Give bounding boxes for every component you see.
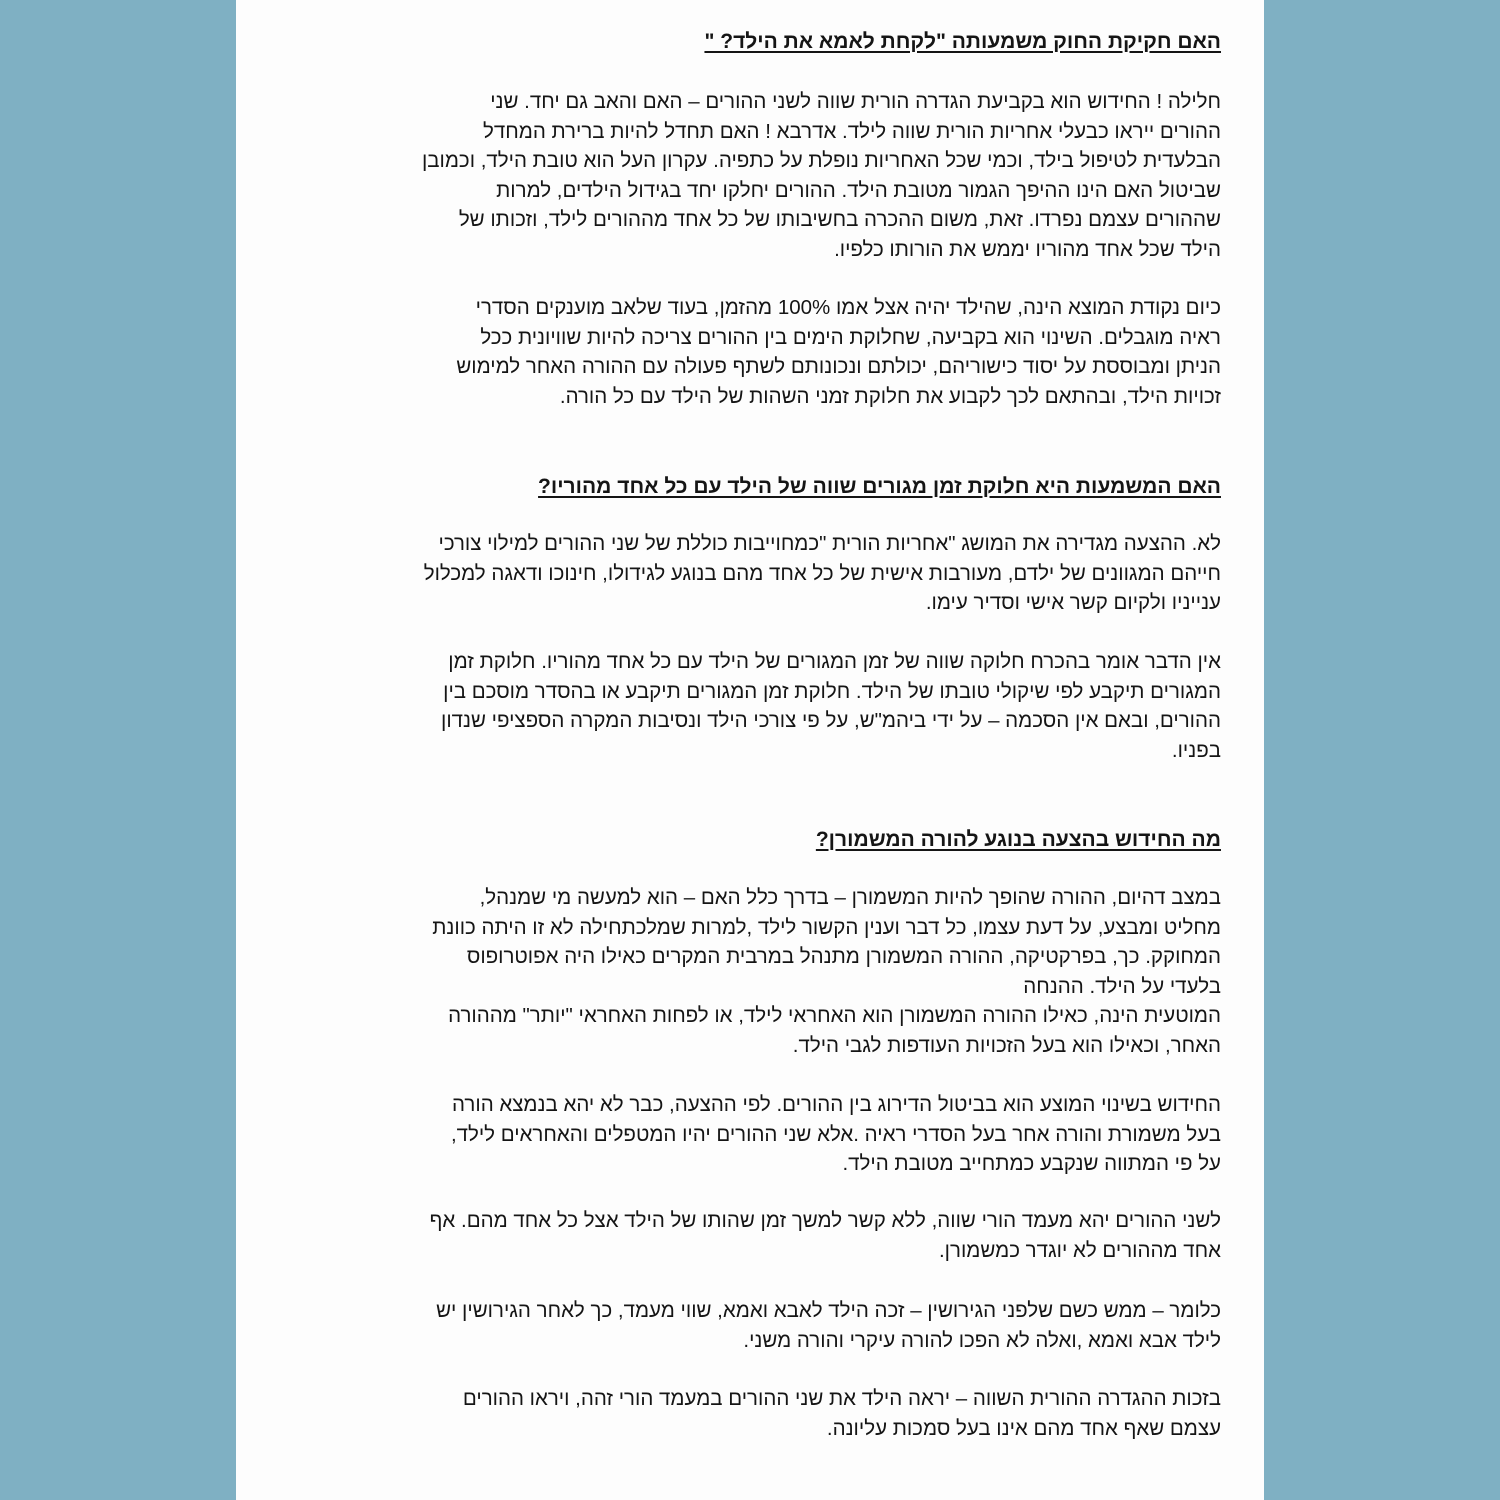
text-line: המגורים תיקבע לפי שיקולי טובתו של הילד. חלוקת זמן המגורים תיקבע או בהסדר מוסכם בין [443, 679, 1221, 703]
text-line: האחר, וכאילו הוא בעל הזכויות העודפות לגבי הילד. [792, 1033, 1221, 1057]
text-line: המוטעית הינה, כאילו ההורה המשמורן הוא האחראי לילד, או לפחות האחראי "יותר" מההורה [448, 1004, 1221, 1027]
text-line: לשני ההורים יהא מעמד הורי שווה, ללא קשר למשך זמן שהותו של הילד אצל כל אחד מהם. אף [429, 1209, 1221, 1232]
text-line: בפניו. [1171, 738, 1221, 762]
section-3-paragraph-5 [291, 1384, 1221, 1443]
text-line: שההורים עצמם נפרדו. זאת, משום ההכרה בחשיבותו של כל אחד מההורים לילד, וזכותו של [458, 208, 1221, 231]
text-line: כיום נקודת המוצא הינה, שהילד יהיה אצל אמו 100% מהזמן, בעוד שלאב מוענקים הסדרי [475, 296, 1221, 319]
text-line: מחליט ומבצע, על דעת עצמו, כל דבר וענין הקשור לילד ,למרות שמלכתחילה לא זו היתה כוונת [432, 915, 1221, 939]
text-line: ראיה מוגבלים. השינוי הוא בקביעה, שחלוקת הימים בין ההורים צריכה להיות שוויונית ככל [480, 325, 1221, 349]
text-line: הילד שכל אחד מהוריו יממש את הורותו כלפיו. [834, 237, 1221, 261]
section-2-paragraph-1 [291, 529, 1221, 618]
text-line: כלומר – ממש כשם שלפני הגירושין – זכה הילד לאבא ואמא, שווי מעמד, כך לאחר הגירושין יש [436, 1299, 1221, 1322]
text-line: בזכות ההגדרה ההורית השווה – יראה הילד את שני ההורים במעמד הורי זהה, ויראו ההורים [462, 1387, 1221, 1410]
text-line: בעל משמורת והורה אחר בעל הסדרי ראיה .אלא שני ההורים יהיו המטפלים והאחראים לילד, [450, 1122, 1221, 1146]
text-line: עצמם שאף אחד מהם אינו בעל סמכות עליונה. [826, 1416, 1221, 1440]
section-3-heading: מה החידוש בהצעה בנוגע להורה המשמורן? [815, 828, 1221, 851]
text-line: לא. ההצעה מגדירה את המושג "אחריות הורית "כמחוייבות כוללת של שני ההורים למילוי צורכי [438, 532, 1221, 555]
text-line: על פי המתווה שנקבע כמתחייב מטובת הילד. [842, 1152, 1221, 1175]
text-line: ההורים, ובאם אין הסכמה – על ידי ביהמ"ש, על פי צורכי הילד ונסיבות המקרה הספציפי שנדון [441, 709, 1221, 732]
section-1-paragraph-1 [291, 87, 1221, 264]
text-line: לילד אבא ואמא ,ואלה לא הפכו להורה עיקרי והורה משני. [743, 1328, 1221, 1352]
text-line: במצב דהיום, ההורה שהופך להיות המשמורן – בדרך כלל האם – הוא למעשה מי שמנהל, [479, 886, 1221, 909]
text-line: הבלעדית לטיפול בילד, וכמי שכל האחריות נופלת על כתפיה. עקרון העל הוא טובת הילד, וכמובן [421, 149, 1221, 172]
text-line: ההורים ייראו כבעלי אחריות הורית שווה לילד. אדרבא ! האם תחדל להיות ברירת המחדל [483, 119, 1221, 143]
text-line: זכויות הילד, ובהתאם לכך לקבוע את חלוקת זמני השהות של הילד עם כל הורה. [559, 384, 1221, 408]
section-2-paragraph-2 [291, 647, 1221, 765]
text-line: המחוקק. כך, בפרקטיקה, ההורה המשמורן מתנהל במרבית המקרים כאילו היה אפוטרופוס [466, 945, 1221, 968]
text-line: שביטול האם הינו ההיפך הגמור מטובת הילד. ההורים יחלקו יחד בגידול הילדים, למרות [496, 178, 1221, 202]
text-line: אחד מההורים לא יוגדר כמשמורן. [938, 1238, 1221, 1262]
text-line: חלילה ! החידוש הוא בקביעת הגדרה הורית שווה לשני ההורים – האם והאב גם יחד. שני [490, 90, 1221, 113]
section-1-paragraph-2 [291, 293, 1221, 411]
section-3-paragraph-4 [291, 1296, 1221, 1355]
section-3-paragraph-2 [291, 1090, 1221, 1179]
text-line: חייהם המגוונים של ילדם, מעורבות אישית של כל אחד מהם בנוגע לגידולו, חינוכו ודאגה למכלול [423, 561, 1221, 585]
document-page [236, 0, 1264, 1500]
text-line: בלעדי על הילד. ההנחה [1023, 974, 1221, 998]
section-1-heading: האם חקיקת החוק משמעותה "לקחת לאמא את הילד? " [704, 30, 1221, 53]
text-line: ענייניו ולקיום קשר אישי וסדיר עימו. [925, 591, 1221, 614]
text-line: אין הדבר אומר בהכרח חלוקה שווה של זמן המגורים של הילד עם כל אחד מהוריו. חלוקת זמן [448, 650, 1221, 673]
section-2-heading: האם המשמעות היא חלוקת זמן מגורים שווה של הילד עם כל אחד מהוריו? [538, 475, 1221, 498]
text-line: הניתן ומבוססת על יסוד כישוריהם, יכולתם ונכונותם לשתף פעולה עם ההורה האחר למימוש [456, 355, 1221, 378]
section-3-paragraph-1 [291, 883, 1221, 1060]
text-line: החידוש בשינוי המוצע הוא בביטול הדירוג בין ההורים. לפי ההצעה, כבר לא יהא בנמצא הורה [452, 1093, 1221, 1116]
section-3-paragraph-3 [291, 1206, 1221, 1265]
